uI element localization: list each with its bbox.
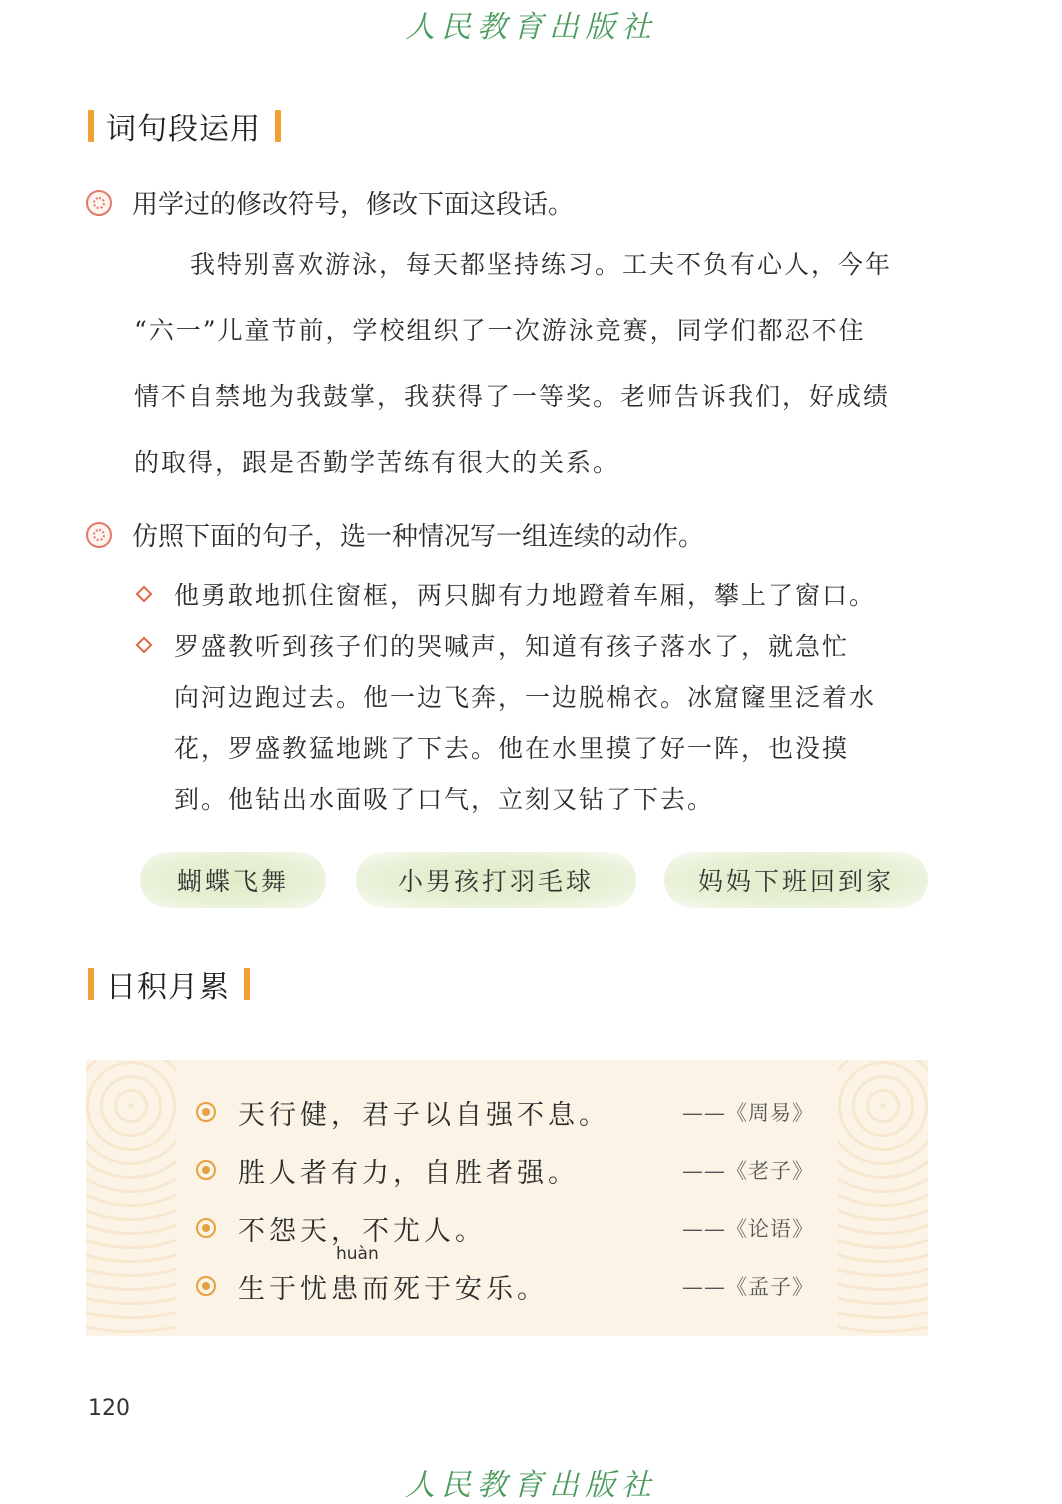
question-2 — [86, 516, 704, 553]
example-line: 向河边跑过去。他一边飞奔，一边脱棉衣。冰窟窿里泛着水 — [174, 683, 877, 712]
accent-bar — [88, 968, 94, 1000]
publisher-header: 人民教育出版社 — [405, 10, 657, 45]
publisher-footer: 人民教育出版社 — [405, 1468, 657, 1503]
diamond-icon — [136, 637, 153, 654]
bullet-icon — [196, 1102, 216, 1122]
question-2-prompt: 仿照下面的句子，选一种情况写一组连续的动作。 — [132, 522, 705, 552]
quote-source: ——《论语》 — [682, 1217, 814, 1241]
option-pill: 妈妈下班回到家 — [664, 852, 928, 908]
section-title-text: 日积月累 — [106, 970, 230, 1005]
ornament-pattern — [86, 1060, 176, 1336]
option-pill: 小男孩打羽毛球 — [356, 852, 636, 908]
quote-text: 胜人者有力，自胜者强。 — [238, 1157, 579, 1189]
bullet-icon — [196, 1218, 216, 1238]
page-number: 120 — [88, 1396, 130, 1421]
quote-source: ——《孟子》 — [682, 1275, 814, 1299]
accent-bar — [88, 110, 94, 142]
paragraph-line: 我特别喜欢游泳，每天都坚持练习。工夫不负有心人，今年 — [190, 250, 893, 279]
bullet-icon — [196, 1160, 216, 1180]
example-list — [136, 570, 936, 825]
section-title-accumulation — [88, 964, 250, 1004]
paragraph-line: 的取得，跟是否勤学苦练有很大的关系。 — [134, 448, 621, 477]
seal-icon — [86, 522, 112, 548]
example-item — [136, 570, 936, 621]
question-1 — [86, 184, 574, 221]
accent-bar — [275, 110, 281, 142]
section-title-text: 词句段运用 — [106, 112, 261, 147]
diamond-icon — [136, 586, 153, 603]
quote-source: ——《老子》 — [682, 1159, 814, 1183]
pinyin-annotation: huàn — [336, 1244, 379, 1264]
question-1-paragraph — [134, 232, 930, 496]
option-pill: 蝴蝶飞舞 — [140, 852, 326, 908]
seal-icon — [86, 190, 112, 216]
question-1-prompt: 用学过的修改符号，修改下面这段话。 — [132, 190, 575, 220]
section-title-usage — [88, 106, 281, 146]
quote-text: 天行健，君子以自强不息。 — [238, 1099, 610, 1131]
paragraph-line: 情不自禁地为我鼓掌，我获得了一等奖。老师告诉我们，好成绩 — [134, 382, 891, 411]
quote-source: ——《周易》 — [682, 1101, 814, 1125]
paragraph-line: “六一”儿童节前，学校组织了一次游泳竞赛，同学们都忍不住 — [134, 316, 866, 345]
quote-box — [86, 1060, 928, 1336]
example-line: 花，罗盛教猛地跳了下去。他在水里摸了好一阵，也没摸 — [174, 734, 850, 763]
example-line: 他勇敢地抓住窗框，两只脚有力地蹬着车厢，攀上了窗口。 — [174, 581, 877, 610]
quote-text: 生于忧患而死于安乐。 — [238, 1273, 548, 1305]
accent-bar — [244, 968, 250, 1000]
example-line: 罗盛教听到孩子们的哭喊声，知道有孩子落水了，就急忙 — [174, 632, 850, 661]
example-item — [136, 621, 936, 825]
quote-text: 不怨天，不尤人。 — [238, 1215, 486, 1247]
bullet-icon — [196, 1276, 216, 1296]
example-line: 到。他钻出水面吸了口气，立刻又钻了下去。 — [174, 785, 715, 814]
